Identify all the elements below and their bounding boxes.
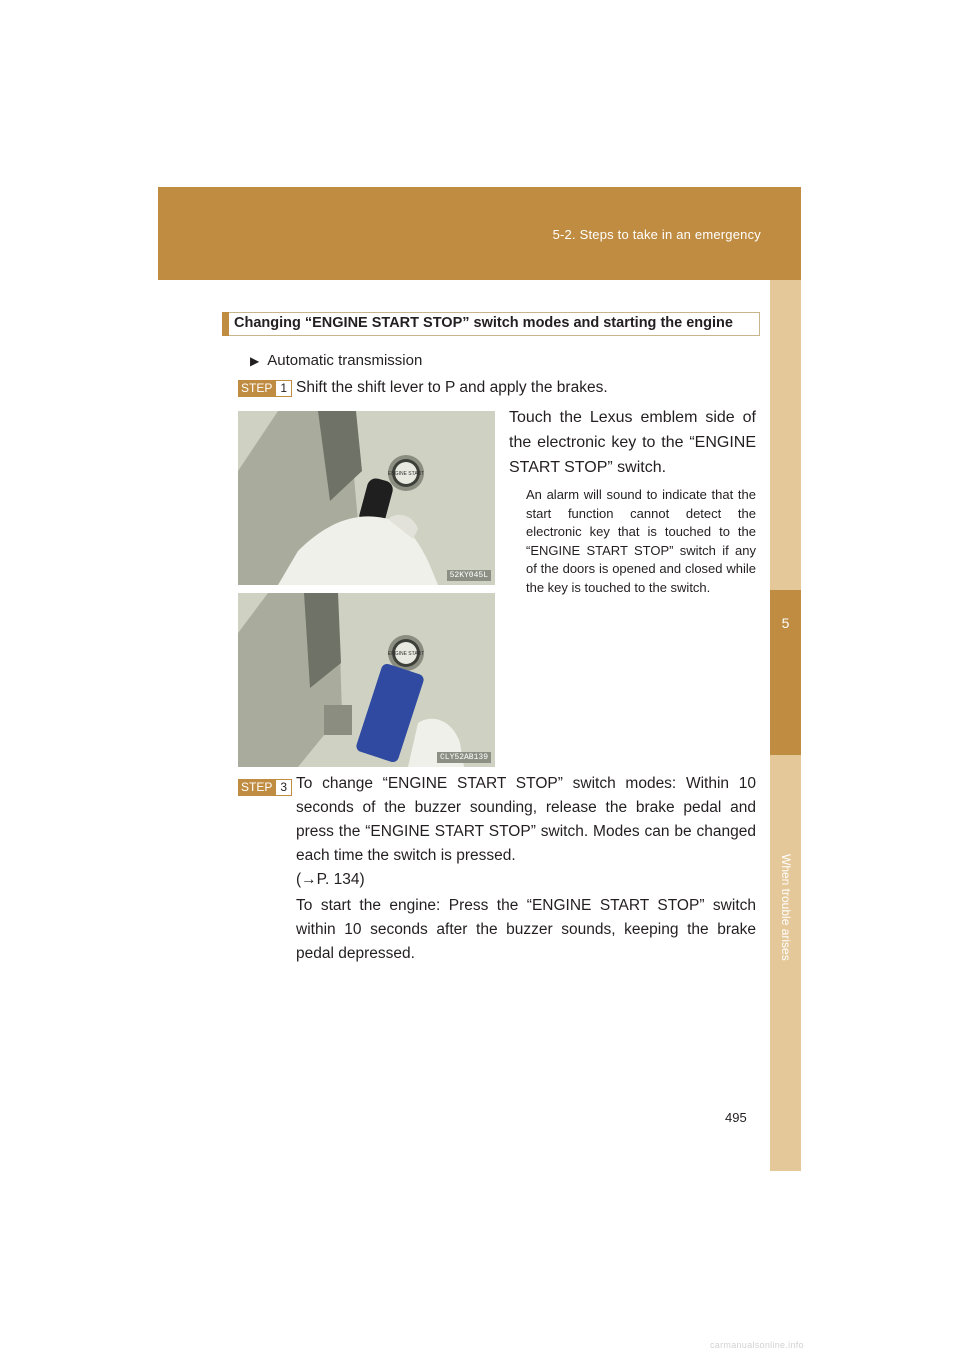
step-1-label [238, 380, 292, 397]
step-word: STEP [238, 779, 275, 796]
photo-card-key-to-switch [238, 593, 495, 767]
chapter-number: 5 [781, 615, 790, 631]
switch-text: ENGINE START [387, 471, 425, 477]
bullet-automatic-transmission [250, 352, 422, 369]
switch-text: ENGINE START [387, 651, 425, 657]
right-triangle-icon: ▶ [250, 354, 260, 368]
step-1-text: Shift the shift lever to P and apply the brakes. [296, 379, 608, 396]
chapter-label [779, 854, 793, 900]
section-header-text: 5-2. Steps to take in an emergency [552, 227, 761, 242]
step-2-text: Touch the Lexus emblem side of the electronic key to the “ENGINE START STOP” switch. [509, 409, 756, 476]
step-3-ref: (→P. 134) [296, 871, 365, 888]
step-3-text-2: To start the engine: Press the “ENGINE START STOP” switch within 10 seconds after the buzzer sounds, keeping the brake pedal depressed. [296, 897, 756, 962]
photo-key-to-switch [238, 411, 495, 585]
header-band [158, 187, 801, 280]
bullet-text: Automatic transmission [267, 352, 423, 369]
step-number: 1 [275, 380, 292, 397]
photo-1-illustration [238, 411, 495, 585]
section-title-accent [222, 312, 229, 336]
footer-watermark: carmanualsonline.info [710, 1340, 804, 1350]
section-title: Changing “ENGINE START STOP” switch modes and starting the engine [234, 315, 733, 331]
step-word: STEP [238, 380, 275, 397]
page-number: 495 [725, 1110, 747, 1125]
photo-2-illustration [238, 593, 495, 767]
photo-code: 52KY045L [447, 570, 491, 581]
step-3-text-1: To change “ENGINE START STOP” switch modes: Within 10 seconds of the buzzer sounding, release the brake pedal and press the “ENGINE START STOP” switch. Modes can be changed each time the switch is pressed. [296, 775, 756, 864]
step-number: 3 [275, 779, 292, 796]
step-2-note: An alarm will sound to indicate that the start function cannot detect the electronic key that is touched to the “ENGINE START STOP” switch if any of the doors is opened and closed while the key is touched to the switch. [526, 487, 756, 595]
step-3-label [238, 779, 292, 796]
photo-code: CLY52AB139 [437, 752, 491, 763]
